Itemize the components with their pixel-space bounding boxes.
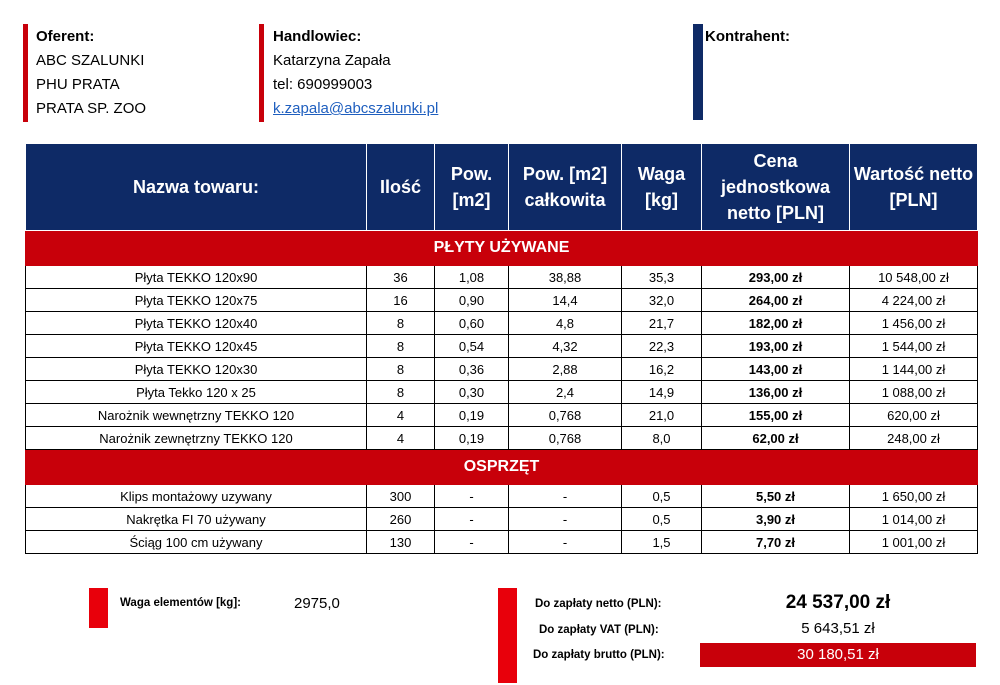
table-row xyxy=(26,485,978,508)
cell-pow: - xyxy=(435,508,509,531)
cell-cena: 155,00 zł xyxy=(702,404,850,427)
cell-pow: 0,90 xyxy=(435,289,509,312)
cell-ilosc: 260 xyxy=(367,508,435,531)
netto-label: Do zapłaty netto (PLN): xyxy=(535,598,662,610)
oferent-title: Oferent: xyxy=(36,28,95,45)
cell-ilosc: 36 xyxy=(367,266,435,289)
kontrahent-title: Kontrahent: xyxy=(705,28,790,45)
cell-cena: 7,70 zł xyxy=(702,531,850,554)
cell-cena: 3,90 zł xyxy=(702,508,850,531)
cell-pow-calkowita: - xyxy=(509,508,622,531)
cell-nazwa: Narożnik wewnętrzny TEKKO 120 xyxy=(26,404,367,427)
cell-nazwa: Płyta TEKKO 120x40 xyxy=(26,312,367,335)
cell-ilosc: 16 xyxy=(367,289,435,312)
cell-wartosc: 1 001,00 zł xyxy=(850,531,978,554)
cell-pow: 0,30 xyxy=(435,381,509,404)
header-cena: Cena jednostkowa netto [PLN] xyxy=(702,144,850,231)
cell-pow: - xyxy=(435,485,509,508)
cell-ilosc: 8 xyxy=(367,358,435,381)
handlowiec-bar xyxy=(259,24,264,122)
cell-nazwa: Płyta TEKKO 120x75 xyxy=(26,289,367,312)
oferent-line-1: ABC SZALUNKI xyxy=(36,52,145,69)
cell-wartosc: 1 544,00 zł xyxy=(850,335,978,358)
cell-pow-calkowita: 2,88 xyxy=(509,358,622,381)
cell-wartosc: 248,00 zł xyxy=(850,427,978,450)
cell-pow: 1,08 xyxy=(435,266,509,289)
handlowiec-phone: tel: 690999003 xyxy=(273,76,373,93)
cell-waga: 35,3 xyxy=(622,266,702,289)
cell-ilosc: 8 xyxy=(367,335,435,358)
cell-ilosc: 300 xyxy=(367,485,435,508)
cell-nazwa: Płyta TEKKO 120x45 xyxy=(26,335,367,358)
table-row xyxy=(26,289,978,312)
cell-pow: - xyxy=(435,531,509,554)
section-title: PŁYTY UŻYWANE xyxy=(26,231,978,266)
cell-nazwa: Płyta TEKKO 120x90 xyxy=(26,266,367,289)
header-pow: Pow. [m2] xyxy=(435,144,509,231)
brutto-value: 30 180,51 zł xyxy=(700,643,976,667)
table-row xyxy=(26,335,978,358)
cell-wartosc: 1 088,00 zł xyxy=(850,381,978,404)
cell-waga: 0,5 xyxy=(622,485,702,508)
cell-pow-calkowita: 14,4 xyxy=(509,289,622,312)
cell-waga: 21,0 xyxy=(622,404,702,427)
cell-cena: 62,00 zł xyxy=(702,427,850,450)
weight-marker xyxy=(89,588,108,628)
cell-pow-calkowita: 38,88 xyxy=(509,266,622,289)
cell-waga: 0,5 xyxy=(622,508,702,531)
cell-ilosc: 4 xyxy=(367,404,435,427)
cell-waga: 22,3 xyxy=(622,335,702,358)
cell-waga: 8,0 xyxy=(622,427,702,450)
cell-pow-calkowita: - xyxy=(509,531,622,554)
table-row xyxy=(26,508,978,531)
cell-waga: 21,7 xyxy=(622,312,702,335)
section-row xyxy=(26,231,978,266)
header-ilosc: Ilość xyxy=(367,144,435,231)
netto-value: 24 537,00 zł xyxy=(785,592,891,613)
oferent-bar xyxy=(23,24,28,122)
cell-cena: 193,00 zł xyxy=(702,335,850,358)
cell-ilosc: 8 xyxy=(367,381,435,404)
cell-waga: 1,5 xyxy=(622,531,702,554)
oferent-block xyxy=(23,24,243,122)
cell-wartosc: 1 144,00 zł xyxy=(850,358,978,381)
cell-wartosc: 10 548,00 zł xyxy=(850,266,978,289)
cell-cena: 293,00 zł xyxy=(702,266,850,289)
weight-label: Waga elementów [kg]: xyxy=(120,597,241,609)
table-row xyxy=(26,404,978,427)
cell-nazwa: Nakrętka FI 70 używany xyxy=(26,508,367,531)
cell-nazwa: Klips montażowy uzywany xyxy=(26,485,367,508)
totals-marker xyxy=(498,588,517,683)
table-row xyxy=(26,266,978,289)
cell-pow: 0,19 xyxy=(435,404,509,427)
cell-nazwa: Ściąg 100 cm używany xyxy=(26,531,367,554)
cell-pow-calkowita: 4,32 xyxy=(509,335,622,358)
header-pow-calkowita: Pow. [m2] całkowita xyxy=(509,144,622,231)
table-row xyxy=(26,381,978,404)
header-nazwa: Nazwa towaru: xyxy=(26,144,367,231)
cell-wartosc: 4 224,00 zł xyxy=(850,289,978,312)
goods-table xyxy=(25,143,978,554)
cell-ilosc: 8 xyxy=(367,312,435,335)
kontrahent-bar xyxy=(693,24,703,120)
cell-wartosc: 1 014,00 zł xyxy=(850,508,978,531)
handlowiec-title: Handlowiec: xyxy=(273,28,362,45)
cell-pow-calkowita: 0,768 xyxy=(509,404,622,427)
table-row xyxy=(26,358,978,381)
cell-ilosc: 4 xyxy=(367,427,435,450)
cell-waga: 14,9 xyxy=(622,381,702,404)
cell-cena: 143,00 zł xyxy=(702,358,850,381)
handlowiec-name: Katarzyna Zapała xyxy=(273,52,391,69)
goods-body xyxy=(26,231,978,554)
header-wartosc: Wartość netto [PLN] xyxy=(850,144,978,231)
vat-label: Do zapłaty VAT (PLN): xyxy=(539,624,659,636)
cell-pow: 0,19 xyxy=(435,427,509,450)
header-waga: Waga [kg] xyxy=(622,144,702,231)
cell-pow: 0,54 xyxy=(435,335,509,358)
cell-waga: 16,2 xyxy=(622,358,702,381)
cell-pow-calkowita: - xyxy=(509,485,622,508)
cell-pow-calkowita: 2,4 xyxy=(509,381,622,404)
cell-nazwa: Narożnik zewnętrzny TEKKO 120 xyxy=(26,427,367,450)
weight-value: 2975,0 xyxy=(294,595,340,612)
handlowiec-block xyxy=(259,24,519,122)
cell-ilosc: 130 xyxy=(367,531,435,554)
cell-nazwa: Płyta TEKKO 120x30 xyxy=(26,358,367,381)
cell-cena: 136,00 zł xyxy=(702,381,850,404)
kontrahent-block xyxy=(693,24,893,120)
cell-cena: 264,00 zł xyxy=(702,289,850,312)
cell-cena: 182,00 zł xyxy=(702,312,850,335)
section-row xyxy=(26,450,978,485)
cell-cena: 5,50 zł xyxy=(702,485,850,508)
vat-value: 5 643,51 zł xyxy=(801,620,875,637)
cell-wartosc: 1 456,00 zł xyxy=(850,312,978,335)
cell-nazwa: Płyta Tekko 120 x 25 xyxy=(26,381,367,404)
cell-waga: 32,0 xyxy=(622,289,702,312)
cell-wartosc: 620,00 zł xyxy=(850,404,978,427)
cell-pow-calkowita: 4,8 xyxy=(509,312,622,335)
section-title: OSPRZĘT xyxy=(26,450,978,485)
brutto-label: Do zapłaty brutto (PLN): xyxy=(533,649,665,661)
table-row xyxy=(26,531,978,554)
table-row xyxy=(26,427,978,450)
table-row xyxy=(26,312,978,335)
cell-wartosc: 1 650,00 zł xyxy=(850,485,978,508)
handlowiec-email-link[interactable]: k.zapala@abcszalunki.pl xyxy=(273,100,439,117)
oferent-line-3: PRATA SP. ZOO xyxy=(36,100,147,117)
table-header-row xyxy=(26,144,978,231)
cell-pow-calkowita: 0,768 xyxy=(509,427,622,450)
cell-pow: 0,60 xyxy=(435,312,509,335)
oferent-line-2: PHU PRATA xyxy=(36,76,120,93)
cell-pow: 0,36 xyxy=(435,358,509,381)
